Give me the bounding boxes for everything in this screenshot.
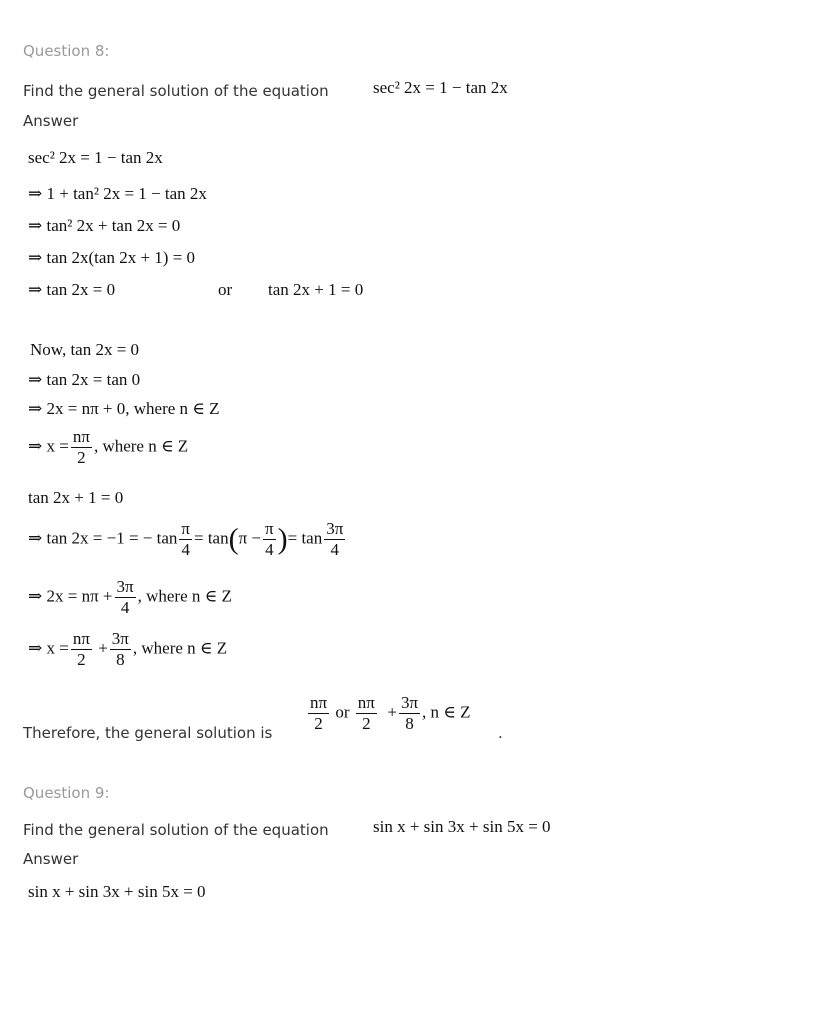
- step-or: or: [218, 280, 233, 299]
- conclusion-text: Therefore, the general solution is: [23, 724, 273, 742]
- question-8-heading: Question 8:: [23, 42, 110, 60]
- case2-line: ⇒ 2x = nπ + $\frac{3\pi}{4}$ , where n ∈ Z: [28, 577, 232, 617]
- case1-line: Now, tan 2x = 0: [30, 340, 140, 359]
- case1-line: ⇒ 2x = nπ + 0, where n ∈ Z: [28, 399, 220, 418]
- case1-line: ⇒ x = $\frac{n\pi}{2}$ , where n ∈ Z: [28, 427, 189, 467]
- step-line: ⇒ tan 2x(tan 2x + 1) = 0: [28, 248, 196, 267]
- case2-line: tan 2x + 1 = 0: [28, 488, 124, 507]
- question-8-equation: sec² 2x = 1 − tan 2x: [373, 78, 508, 97]
- question-9-prompt: Find the general solution of the equation: [23, 821, 329, 839]
- question-9-equation: sin x + sin 3x + sin 5x = 0: [373, 817, 551, 836]
- question-8-prompt: Find the general solution of the equation: [23, 82, 329, 100]
- case1-line: ⇒ tan 2x = tan 0: [28, 370, 141, 389]
- step-line: sec² 2x = 1 − tan 2x: [28, 148, 163, 167]
- case2-line: ⇒ x = $\frac{n\pi}{2}$ + $\frac{3\pi}{8}$ , where n ∈ Z: [28, 629, 228, 669]
- fraction: $\frac{n\pi}{2}$: [72, 427, 90, 467]
- step-line: ⇒ 1 + tan² 2x = 1 − tan 2x: [28, 184, 207, 203]
- answer-label: Answer: [23, 112, 79, 130]
- step-line: tan 2x + 1 = 0: [268, 280, 364, 299]
- conclusion-formula: $\frac{n\pi}{2}$ or $\frac{n\pi}{2}$ + $\frac{3\pi}{8}$ , n ∈ Z: [310, 693, 471, 733]
- step-line: sin x + sin 3x + sin 5x = 0: [28, 882, 206, 901]
- step-line: ⇒ tan² 2x + tan 2x = 0: [28, 216, 181, 235]
- step-line: ⇒ tan 2x = 0: [28, 280, 116, 299]
- answer-label: Answer: [23, 850, 79, 868]
- conclusion-period: .: [498, 724, 503, 742]
- case2-line: ⇒ tan 2x = −1 = − tan $\frac{\pi}{4}$ = tan(π − $\frac{\pi}{4}$ )= tan $\frac{3\pi}{4}$: [28, 519, 344, 559]
- question-9-heading: Question 9:: [23, 784, 110, 802]
